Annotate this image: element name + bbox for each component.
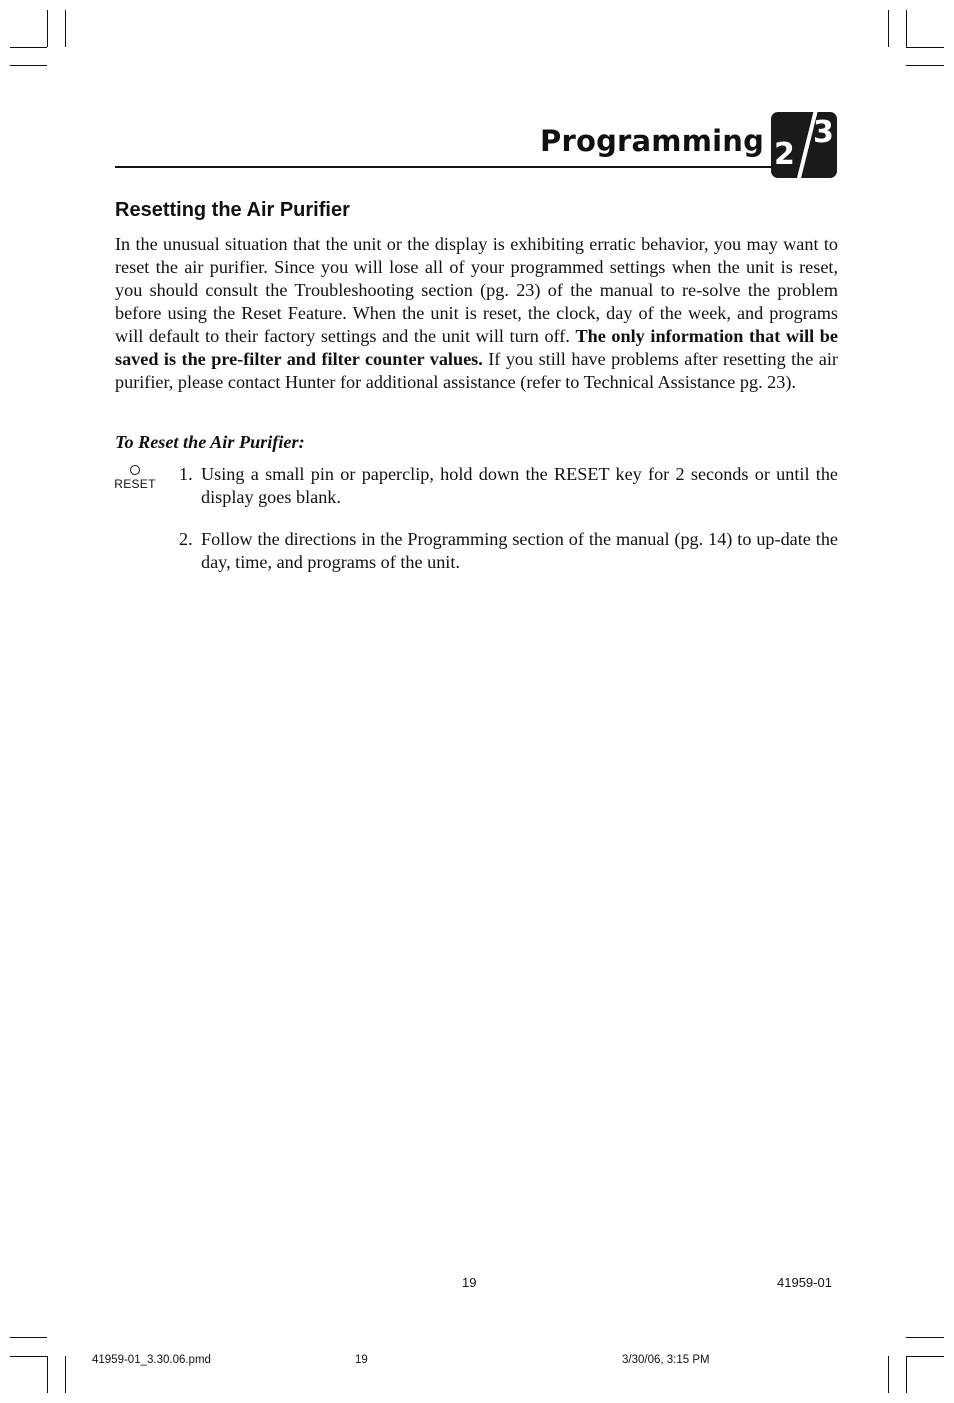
procedure-heading: To Reset the Air Purifier: [115, 432, 305, 452]
header-rule [115, 166, 775, 168]
step-text: Follow the directions in the Programming section of the manual (pg. 14) to up-date the day, time, and programs of the unit. [201, 529, 838, 572]
chapter-title: Programming [540, 124, 765, 158]
crop-mark [888, 10, 889, 47]
step-number: 2. [179, 529, 193, 549]
crop-mark [906, 1337, 944, 1338]
paragraph-text: In the unusual situation that the unit or the display is exhibiting erratic behavior, you may want to reset the air purifier. Since you will lose all of your programmed settings when the unit is reset, you should consult the Troubleshooting section (pg. 23) of the manual to re-solve the problem before using the Reset Feature. When the unit is reset, the clock, day of the week, and programs will default to their factory settings and the unit will turn off. [115, 234, 838, 346]
crop-mark [10, 47, 47, 48]
reset-key-label: RESET [114, 477, 156, 491]
body-paragraph [115, 233, 838, 394]
crop-mark [47, 10, 48, 47]
crop-mark [906, 10, 907, 47]
section-heading: Resetting the Air Purifier [115, 199, 350, 221]
slug-timestamp: 3/30/06, 3:15 PM [622, 1354, 710, 1366]
page-number: 19 [462, 1275, 477, 1290]
procedure-step [179, 528, 838, 574]
paragraph-text: If you still have problems after resetting the air purifier, please contact Hunter for additional assistance (refer to Technical Assistance pg. 23). [115, 349, 838, 392]
crop-mark [906, 47, 944, 48]
chapter-badge [771, 112, 837, 178]
step-number: 1. [179, 464, 193, 484]
paragraph-bold-text: The only information that will be saved is the pre-filter and filter counter values. [115, 326, 838, 369]
crop-mark [906, 65, 944, 66]
step-text: Using a small pin or paperclip, hold down the RESET key for 2 seconds or until the display goes blank. [201, 464, 838, 507]
crop-mark [10, 65, 47, 66]
badge-number: 2 [774, 137, 795, 172]
reset-button-icon [130, 465, 140, 475]
crop-mark [10, 1356, 47, 1357]
document-number: 41959-01 [777, 1275, 832, 1290]
crop-mark [888, 1356, 889, 1393]
crop-mark [906, 1356, 907, 1393]
slug-page: 19 [355, 1354, 368, 1366]
crop-mark [65, 10, 66, 47]
crop-mark [10, 1337, 47, 1338]
badge-number: 3 [813, 115, 834, 150]
slug-filename: 41959-01_3.30.06.pmd [92, 1354, 211, 1366]
crop-mark [906, 1356, 944, 1357]
crop-mark [65, 1356, 66, 1393]
procedure-step [179, 463, 838, 509]
reset-key-illustration [112, 465, 158, 490]
crop-mark [47, 1356, 48, 1393]
